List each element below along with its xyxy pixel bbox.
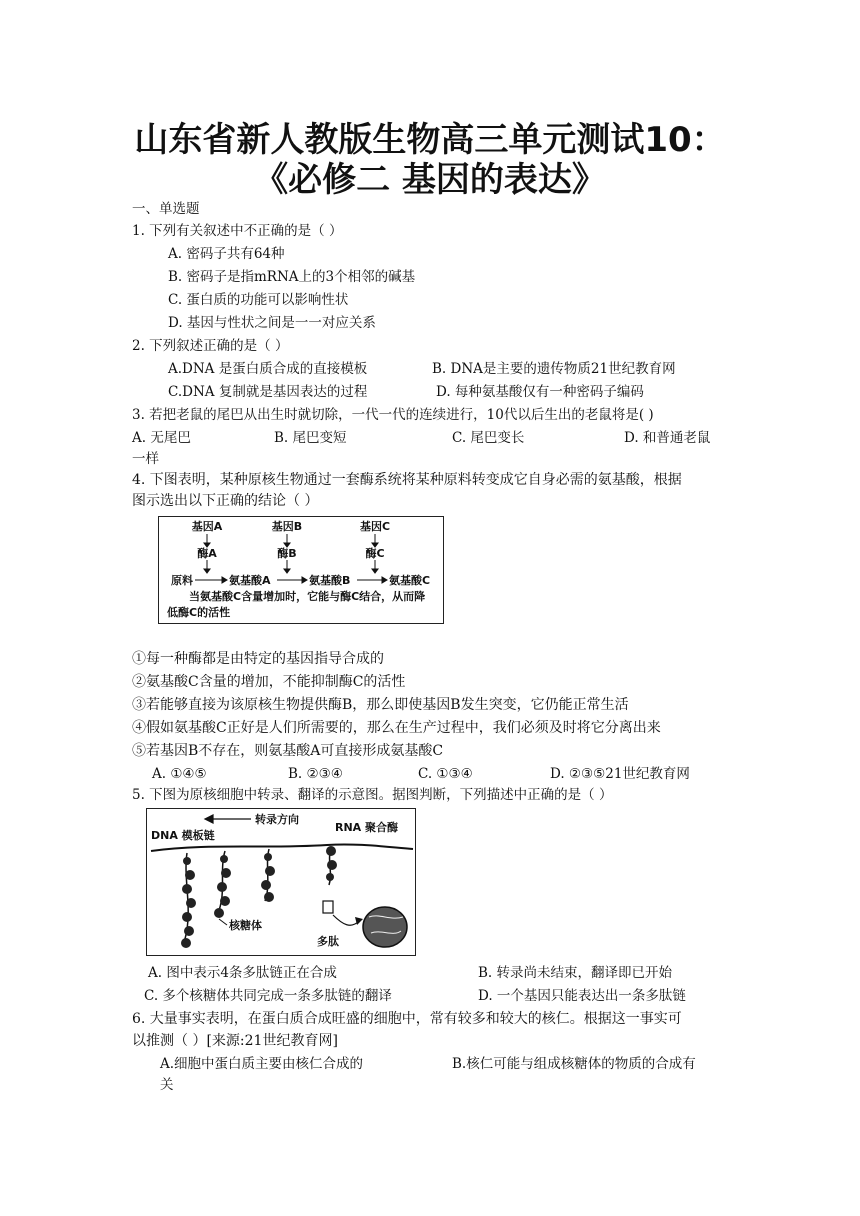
transcription-direction-label: 转录方向 xyxy=(255,813,299,826)
q3-option-d-continued: 一样 xyxy=(132,451,159,467)
q4-statement-4: ④假如氨基酸C正好是人们所需要的，那么在生产过程中，我们必须及时将它分离出来 xyxy=(132,720,661,736)
q4-stem-line2: 图示选出以下正确的结论（ ） xyxy=(132,493,319,509)
gene-b-label: 基因B xyxy=(271,520,303,533)
q1-option-b: B. 密码子是指mRNA上的3个相邻的碱基 xyxy=(168,269,416,285)
page-title-line1: 山东省新人教版生物高三单元测试10： xyxy=(134,120,726,160)
q4-statement-5: ⑤若基因B不存在，则氨基酸A可直接形成氨基酸C xyxy=(132,743,444,759)
q2-stem: 2. 下列叙述正确的是（ ） xyxy=(132,338,289,354)
amino-acid-b-label: 氨基酸B xyxy=(309,574,351,587)
q4-option-d: D. ②③⑤21世纪教育网 xyxy=(550,766,690,782)
q5-option-a: A. 图中表示4条多肽链正在合成 xyxy=(148,965,337,981)
figure-note-line1: 当氨基酸C含量增加时，它能与酶C结合，从而降 xyxy=(189,590,426,603)
q3-option-b: B. 尾巴变短 xyxy=(274,430,347,446)
gene-a-label: 基因A xyxy=(191,520,223,533)
q1-option-d: D. 基因与性状之间是一一对应关系 xyxy=(168,315,376,331)
amino-acid-a-label: 氨基酸A xyxy=(229,574,271,587)
amino-acid-c-label: 氨基酸C xyxy=(389,574,431,587)
figure-note-line2: 低酶C的活性 xyxy=(167,606,231,619)
raw-material-label: 原料 xyxy=(171,574,193,587)
q5-stem: 5. 下图为原核细胞中转录、翻译的示意图。据图判断，下列描述中正确的是（ ） xyxy=(132,787,613,803)
q4-statement-2: ②氨基酸C含量的增加，不能抑制酶C的活性 xyxy=(132,674,406,690)
q5-option-c: C. 多个核糖体共同完成一条多肽链的翻译 xyxy=(144,988,392,1004)
q4-figure-enzyme-pathway xyxy=(158,516,444,624)
ribosome-label: 核糖体 xyxy=(229,919,262,932)
direction-arrow xyxy=(205,815,251,823)
q4-option-b: B. ②③④ xyxy=(288,766,343,782)
q5-option-b: B. 转录尚未结束，翻译即已开始 xyxy=(478,965,673,981)
q6-stem-line1: 6. 大量事实表明，在蛋白质合成旺盛的细胞中，常有较多和较大的核仁。根据这一事实可 xyxy=(132,1011,682,1027)
dna-strand xyxy=(151,844,413,851)
dna-template-label: DNA 模板链 xyxy=(151,829,215,842)
q3-stem: 3. 若把老鼠的尾巴从出生时就切除，一代一代的连续进行，10代以后生出的老鼠将是( ) xyxy=(132,407,654,423)
q4-stem-line1: 4. 下图表明，某种原核生物通过一套酶系统将某种原料转变成它自身必需的氨基酸，根据 xyxy=(132,472,682,488)
ribosome-pointer xyxy=(219,919,227,925)
q1-option-a: A. 密码子共有64种 xyxy=(168,246,285,262)
page-title-line2: 《必修二 基因的表达》 xyxy=(254,160,606,200)
q4-option-c: C. ①③④ xyxy=(418,766,473,782)
q4-statement-3: ③若能够直接为该原核生物提供酶B，那么即使基因B发生突变，它仍能正常生活 xyxy=(132,697,629,713)
q2-option-d: D. 每种氨基酸仅有一种密码子编码 xyxy=(436,384,644,400)
mrna-ribosome-chains xyxy=(181,846,337,948)
q2-option-a: A.DNA 是蛋白质合成的直接模板 xyxy=(168,361,368,377)
enzyme-c-label: 酶C xyxy=(365,547,385,560)
q3-option-c: C. 尾巴变长 xyxy=(452,430,525,446)
q3-option-d: D. 和普通老鼠 xyxy=(624,430,711,446)
q1-option-c: C. 蛋白质的功能可以影响性状 xyxy=(168,292,349,308)
q4-statement-1: ①每一种酶都是由特定的基因指导合成的 xyxy=(132,651,384,667)
polypeptide-label: 多肽 xyxy=(317,935,339,948)
pathway-arrows xyxy=(195,577,387,583)
rna-polymerase-label: RNA 聚合酶 xyxy=(335,821,399,834)
q6-option-b: B.核仁可能与组成核糖体的物质的合成有 xyxy=(452,1056,696,1072)
enzyme-a-label: 酶A xyxy=(197,547,217,560)
gene-c-label: 基因C xyxy=(359,520,391,533)
enzyme-b-label: 酶B xyxy=(277,547,297,560)
q4-option-a: A. ①④⑤ xyxy=(152,766,207,782)
q6-option-a: A.细胞中蛋白质主要由核仁合成的 xyxy=(160,1056,364,1072)
q1-stem: 1. 下列有关叙述中不正确的是（ ） xyxy=(132,223,343,239)
q2-option-b: B. DNA是主要的遗传物质21世纪教育网 xyxy=(432,361,676,377)
q6-option-b-continued: 关 xyxy=(160,1077,174,1093)
q5-figure-transcription-translation xyxy=(146,808,416,956)
q3-option-a: A. 无尾巴 xyxy=(132,430,191,446)
q2-option-c: C.DNA 复制就是基因表达的过程 xyxy=(168,384,368,400)
q6-stem-line2: 以推测（ ）[来源:21世纪教育网] xyxy=(132,1033,338,1049)
q5-option-d: D. 一个基因只能表达出一条多肽链 xyxy=(478,988,686,1004)
magnified-ribosome xyxy=(363,907,407,947)
section-heading: 一、单选题 xyxy=(132,201,200,217)
